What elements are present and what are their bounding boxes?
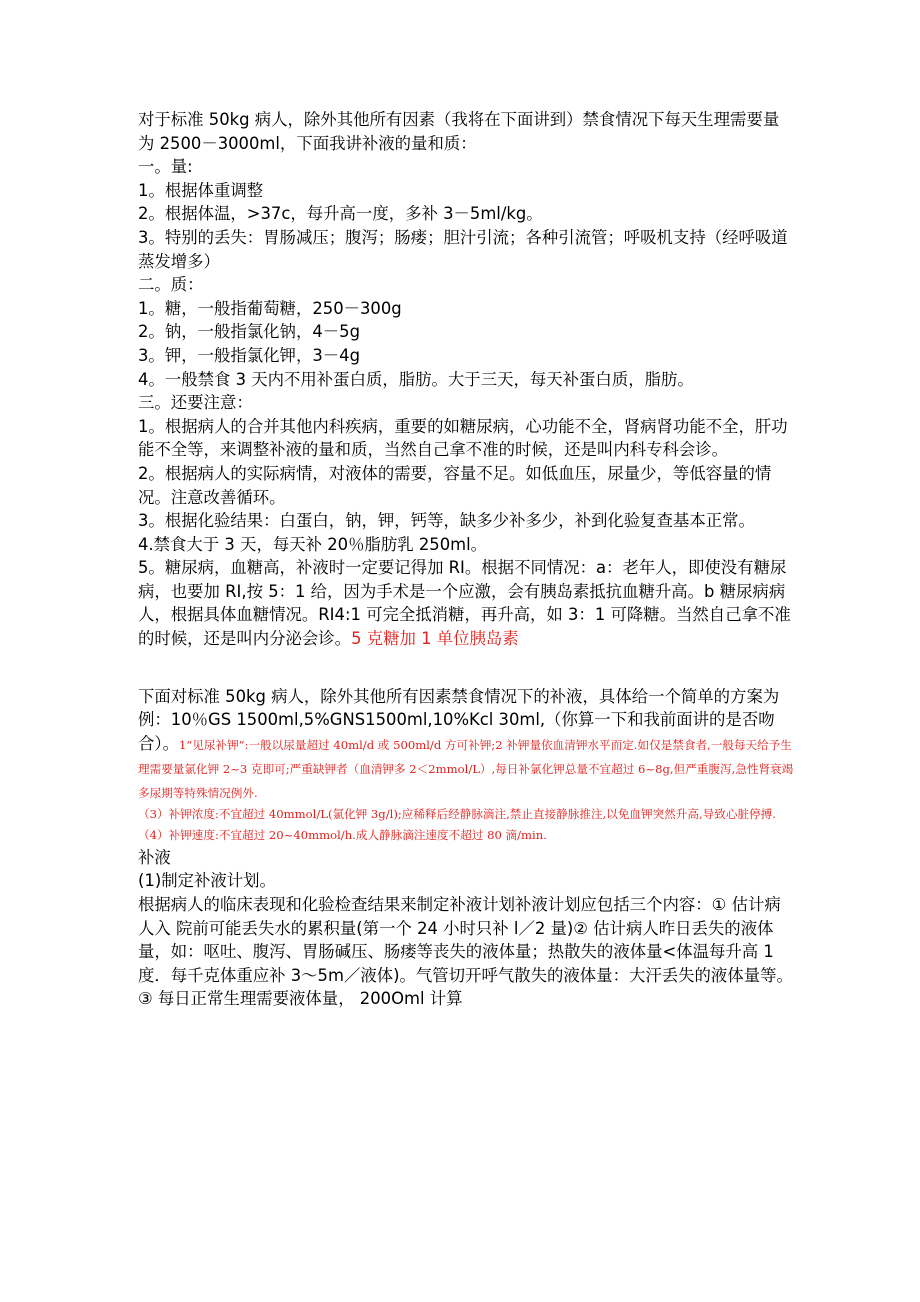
section-2-item-2: 2。钠，一般指氯化钠，4－5g [138,322,360,342]
section-1-heading: 一。量: [138,157,193,177]
section-3-item-4: 4.禁食大于 3 天，每天补 20％脂肪乳 250ml。 [138,534,488,554]
paragraph-spacer [138,651,794,685]
section-1-item-3: 3。特别的丢失：胃肠减压；腹泻；肠瘘；胆汁引流；各种引流管；呼吸机支持（经呼吸道蒸发增多） [138,227,788,271]
section-3-item-2: 2。根据病人的实际病情，对液体的需要，容量不足。如低血压，尿量少，等低容量的情况。注意改善循环。 [138,463,772,507]
intro-paragraph: 对于标准 50kg 病人，除外其他所有因素（我将在下面讲到）禁食情况下每天生理需要量为 2500－3000ml，下面我讲补液的量和质： [138,110,780,153]
section-2-item-3: 3。钾，一般指氯化钾，3－4g [138,345,360,365]
section-3-item-5 [138,556,794,650]
insulin-ratio-note: 5 克糖加 1 单位胰岛素 [351,629,519,649]
section-3-item-1: 1。根据病人的合并其他内科疾病，重要的如糖尿病，心功能不全，肾病肾功能不全，肝功能不全等，来调整补液的量和质，当然自己拿不准的时候，还是叫内科专科会诊。 [138,416,788,460]
potassium-note-4: （4）补钾速度:不宜超过 20~40mmol/h.成人静脉滴注速度不超过 80 滴/min. [138,827,547,842]
fluid-plan-subtitle: (1)制定补液计划。 [138,871,276,891]
section-3-heading: 三。还要注意： [138,393,253,413]
section-1-item-1: 1。根据体重调整 [138,180,264,200]
section-1-item-2: 2。根据体温，>37c，每升高一度，多补 3－5ml/kg。 [138,204,543,224]
fluid-section-title: 补液 [138,847,171,867]
plan-text: 下面对标准 50kg 病人，除外其他所有因素禁食情况下的补液，具体给一个简单的方案为例：10％GS 1500ml,5%GNS1500ml,10%Kcl 30ml,（你算一下和我前面讲的是否吻合）。 [138,686,780,753]
item-5-text: 5。糖尿病，血糖高，补液时一定要记得加 RI。根据不同情况：a：老年人，即使没有糖尿病，也要加 RI,按 5：1 给，因为手术是一个应激，会有胰岛素抵抗血糖升高。b 糖尿病病人，根据具体血糖情况。RI4:1 可完全抵消糖，再升高，如 3：1 可降糖。当然自己拿不准的时候，还是叫内分泌会诊。 [138,558,791,649]
plan-paragraph [138,685,794,804]
potassium-note-1: 1“见尿补钾”:一般以尿量超过 40ml/d 或 500ml/d 方可补钾;2 补钾量依血清钾水平而定.如仅是禁食者,一般每天给予生理需要量氯化钾 2~3 克即可;严重缺钾者（血清钾多 2＜2mmol/L）,每日补氯化钾总量不宜超过 6~8g,但严重腹泻,急性肾衰竭多尿期等特殊情况例外. [138,737,794,800]
section-2-item-4: 4。一般禁食 3 天内不用补蛋白质，脂肪。大于三天，每天补蛋白质，脂肪。 [138,369,694,389]
fluid-plan-paragraph: 根据病人的临床表现和化验检查结果来制定补液计划补液计划应包括三个内容：① 估计病人入 院前可能丢失水的累积量(第一个 24 小时只补 l／2 量)② 估计病人昨日丢失的液体量，如：呕吐、腹泻、胃肠碱压、肠瘘等丧失的液体量；热散失的液体量<体温每升高 1 度．每千克体重应补 3～5m／液体)。气管切开呼气散失的液体量：大汗丢失的液体量等。③ 每日正常生理需要液体量， 200Oml 计算 [138,895,793,1009]
section-3-item-3: 3。根据化验结果：白蛋白，钠，钾，钙等，缺多少补多少，补到化验复查基本正常。 [138,511,755,531]
section-2-item-1: 1。糖，一般指葡萄糖，250－300g [138,298,402,318]
document-body [138,108,794,1011]
section-2-heading: 二。质： [138,275,204,295]
potassium-note-3: （3）补钾浓度:不宜超过 40mmol/L(氯化钾 3g/l);应稀释后经静脉滴注,禁止直接静脉推注,以免血钾突然升高,导致心脏停搏. [138,806,776,821]
